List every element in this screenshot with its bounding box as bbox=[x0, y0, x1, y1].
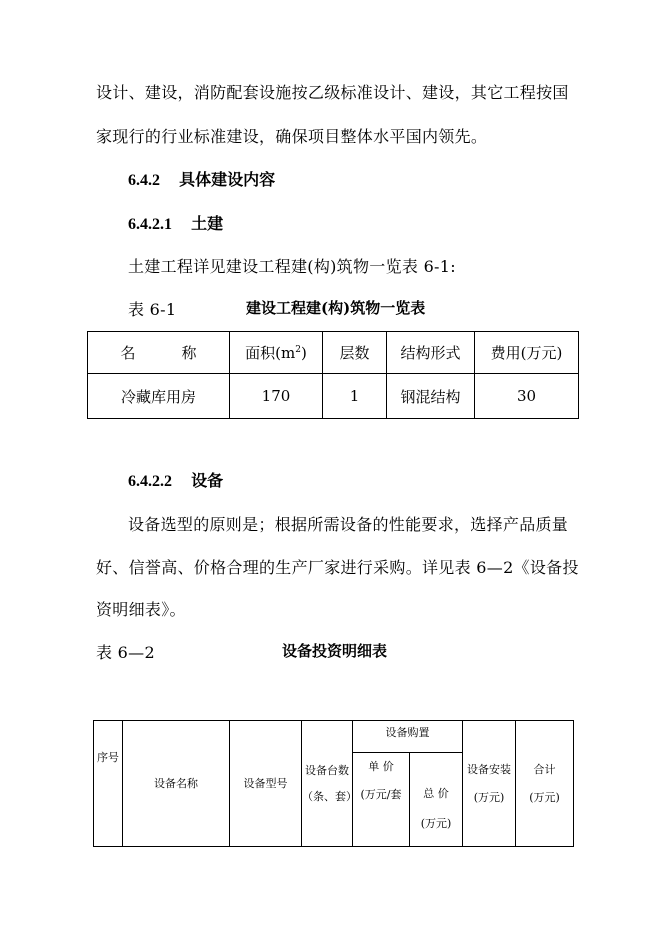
header-model: 设备型号 bbox=[230, 721, 302, 847]
section-number: 6.4.2.1 bbox=[128, 216, 172, 233]
section-title: 设备 bbox=[191, 471, 224, 490]
intro-line-1: 设计、建设，消防配套设施按乙级标准设计、建设，其它工程按国 bbox=[96, 83, 569, 102]
section-title: 具体建设内容 bbox=[179, 170, 276, 189]
header-floors: 层数 bbox=[323, 332, 387, 374]
section-number: 6.4.2.2 bbox=[128, 473, 172, 490]
table-header-row bbox=[94, 721, 574, 753]
equip-line-1: 设备选型的原则是；根据所需设备的性能要求，选择产品质量 bbox=[128, 515, 569, 534]
intro-line-2: 家现行的行业标准建设，确保项目整体水平国内领先。 bbox=[96, 127, 488, 146]
buildings-table bbox=[87, 331, 579, 419]
header-install: 设备安装 (万元) bbox=[463, 721, 516, 847]
header-cost: 费用(万元) bbox=[475, 332, 579, 374]
cell-name: 冷藏库用房 bbox=[88, 374, 230, 419]
header-purchase: 设备购置 bbox=[353, 721, 463, 753]
cell-area: 170 bbox=[230, 374, 323, 419]
header-name: 设备名称 bbox=[123, 721, 230, 847]
header-qty: 设备台数 （条、套） bbox=[302, 721, 353, 847]
header-structure: 结构形式 bbox=[387, 332, 475, 374]
section-title: 土建 bbox=[191, 214, 224, 233]
equip-line-2: 好、信誉高、价格合理的生产厂家进行采购。详见表 6—2《设备投 bbox=[96, 558, 579, 577]
equip-line-3: 资明细表》。 bbox=[96, 600, 186, 619]
header-total-price: 总 价 (万元) bbox=[410, 753, 463, 847]
cell-floors: 1 bbox=[323, 374, 387, 419]
cell-cost: 30 bbox=[475, 374, 579, 419]
section-heading-6-4-2-1 bbox=[128, 211, 223, 234]
header-name: 名 称 bbox=[88, 332, 230, 374]
table-row bbox=[88, 374, 579, 419]
header-unit-price: 单 价 (万元/套 bbox=[353, 753, 410, 847]
table-header-row bbox=[88, 332, 579, 374]
table1-caption: 建设工程建(构)筑物一览表 bbox=[246, 299, 426, 317]
table2-caption: 设备投资明细表 bbox=[282, 642, 388, 660]
civil-works-text: 土建工程详见建设工程建(构)筑物一览表 6-1: bbox=[128, 257, 456, 276]
table1-label: 表 6-1 bbox=[128, 300, 177, 319]
table2-label: 表 6—2 bbox=[96, 643, 155, 662]
section-heading-6-4-2 bbox=[128, 167, 275, 190]
header-seq: 序号 bbox=[94, 721, 123, 847]
section-heading-6-4-2-2 bbox=[128, 468, 223, 491]
section-number: 6.4.2 bbox=[128, 172, 160, 189]
header-sum: 合计 (万元) bbox=[516, 721, 574, 847]
header-area: 面积$(m^2)$ bbox=[230, 332, 323, 374]
equipment-table bbox=[93, 720, 574, 847]
cell-structure: 钢混结构 bbox=[387, 374, 475, 419]
